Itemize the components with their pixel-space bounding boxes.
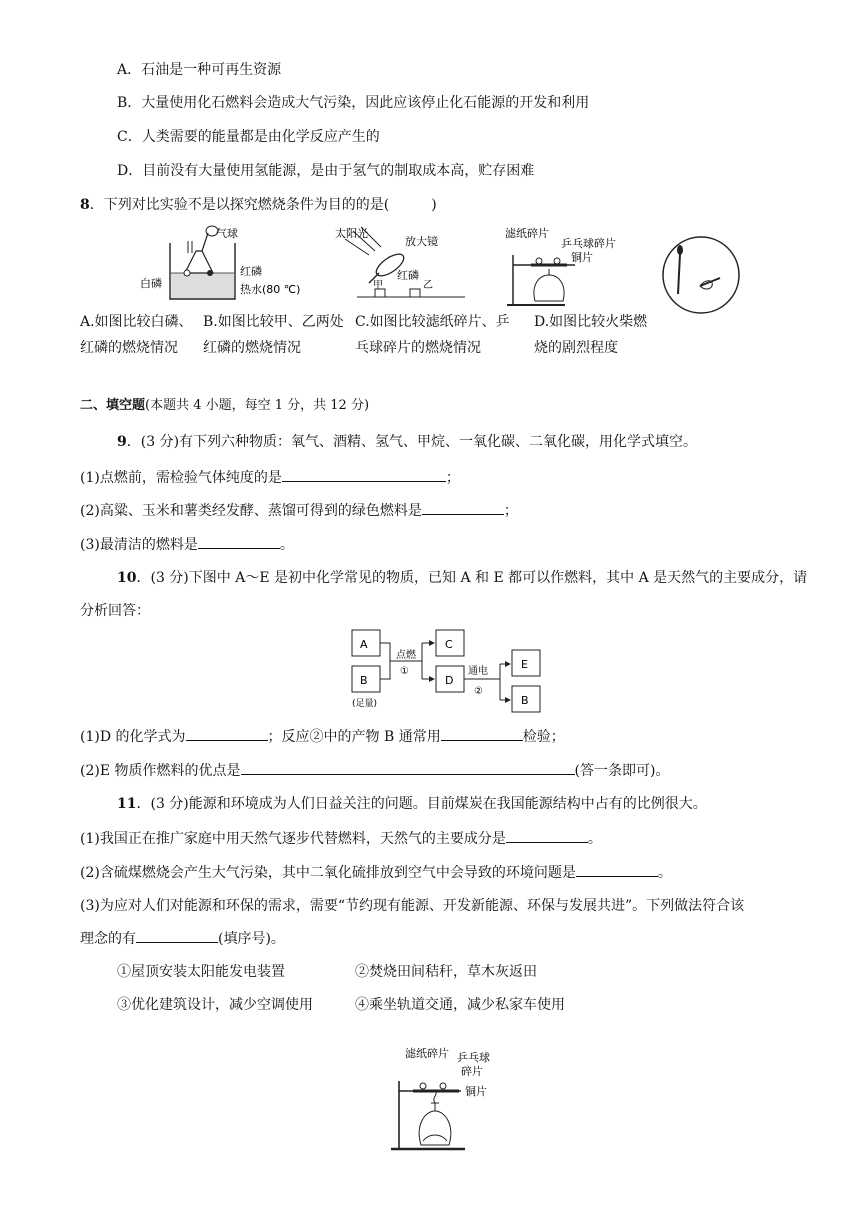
label-white-phosphorus: 白磷 (140, 277, 162, 290)
q11-option-2: ②焚烧田间秸秆，草木灰返田 (355, 964, 537, 980)
cond-ignite: 点燃 (396, 650, 416, 661)
q9-part3: (3)最清洁的燃料是 。 (80, 534, 294, 555)
q10-reaction-diagram (350, 628, 550, 714)
label-magnifier: 放大镜 (405, 235, 438, 248)
q8-option-a-line2: 红磷的燃烧情况 (80, 340, 178, 356)
section-title: 二、填空题(本题共 4 小题，每空 1 分，共 12 分) (80, 398, 370, 413)
label-pingpong: 乒乓球碎片 (561, 237, 616, 250)
bottom-figure-copper-stand (385, 1045, 515, 1153)
q11-option-1: ①屋顶安装太阳能发电装置 (117, 964, 285, 980)
label-fragments-bottom: 碎片 (461, 1065, 483, 1078)
label-red-phosphorus-2: 红磷 (397, 269, 419, 282)
q11-option-4: ④乘坐轨道交通，减少私家车使用 (355, 997, 565, 1013)
box-a: A (360, 638, 368, 651)
q8-figure-copper-stand (505, 225, 645, 307)
q7-option-c: C．人类需要的能量都是由化学反应产生的 (117, 129, 380, 145)
label-yi: 乙 (423, 280, 433, 291)
q11-part3-line2: 理念的有 (填序号)。 (80, 928, 285, 949)
q8-option-a-line1: A.如图比较白磷、 (80, 314, 193, 330)
q8-stem: 8．下列对比实验不是以探究燃烧条件为目的的是( ) (80, 197, 437, 213)
label-jia: 甲 (373, 280, 383, 291)
q8-figure-beaker (140, 223, 300, 305)
label-balloon: 气球 (216, 227, 238, 240)
label-filter-paper-bottom: 滤纸碎片 (405, 1047, 449, 1060)
box-c: C (445, 638, 453, 651)
q11-part1: (1)我国正在推广家庭中用天然气逐步代替燃料，天然气的主要成分是 。 (80, 828, 602, 849)
label-copper: 铜片 (571, 251, 593, 264)
reaction-1: ① (400, 666, 409, 677)
label-pingpong-bottom: 乒乓球 (457, 1051, 490, 1064)
q7-option-d: D．目前没有大量使用氢能源，是由于氢气的制取成本高，贮存困难 (117, 163, 535, 179)
q11-option-3: ③优化建筑设计，减少空调使用 (117, 997, 313, 1013)
q8-figure-match (660, 234, 742, 316)
q11-part2: (2)含硫煤燃烧会产生大气污染，其中二氧化硫排放到空气中会导致的环境问题是 。 (80, 862, 672, 883)
q8-option-c-line2: 乓球碎片的燃烧情况 (355, 340, 481, 356)
label-filter-paper: 滤纸碎片 (505, 227, 549, 240)
q7-option-a: A．石油是一种可再生资源 (117, 62, 282, 78)
box-e: E (521, 658, 528, 671)
q8-option-b-line1: B.如图比较甲、乙两处 (203, 314, 344, 330)
box-b-product: B (521, 694, 529, 707)
cond-electrolysis: 通电 (468, 666, 488, 677)
q8-option-b-line2: 红磷的燃烧情况 (203, 340, 301, 356)
label-sunlight: 太阳光 (335, 227, 368, 240)
box-d: D (445, 674, 454, 687)
q9-part1: (1)点燃前，需检验气体纯度的是 ； (80, 467, 460, 488)
label-sufficient: (足量) (352, 699, 378, 709)
label-copper-bottom: 铜片 (465, 1085, 487, 1098)
q7-option-b: B．大量使用化石燃料会造成大气污染，因此应该停止化石能源的开发和利用 (117, 95, 590, 111)
q8-option-c-line1: C.如图比较滤纸碎片、乒 (355, 314, 510, 330)
q10-part2: (2)E 物质作燃料的优点是 (答一条即可)。 (80, 760, 669, 781)
q8-figure-magnifier (335, 225, 475, 305)
q9-stem: 9．(3 分)有下列六种物质：氧气、酒精、氢气、甲烷、一氧化碳、二氧化碳，用化学式填空。 (117, 434, 698, 450)
q10-part1: (1)D 的化学式为 ；反应②中的产物 B 通常用 检验； (80, 726, 565, 747)
label-red-phosphorus: 红磷 (240, 265, 262, 278)
reaction-2: ② (474, 686, 483, 697)
q10-stem-line1: 10．(3 分)下图中 A～E 是初中化学常见的物质，已知 A 和 E 都可以作燃料，其中 A 是天然气的主要成分，请 (117, 570, 808, 586)
q10-stem-line2: 分析回答： (80, 603, 150, 619)
label-hot-water: 热水(80 ℃) (240, 283, 300, 296)
box-b: B (360, 674, 368, 687)
q9-part2: (2)高粱、玉米和薯类经发酵、蒸馏可得到的绿色燃料是 ； (80, 500, 518, 521)
q8-option-d-line1: D.如图比较火柴燃 (534, 314, 648, 330)
q11-part3-line1: (3)为应对人们对能源和环保的需求，需要“节约现有能源、开发新能源、环保与发展共进”。下列做法符合该 (80, 898, 745, 914)
q8-option-d-line2: 烧的剧烈程度 (534, 340, 618, 356)
q11-stem: 11．(3 分)能源和环境成为人们日益关注的问题。目前煤炭在我国能源结构中占有的比例很大。 (117, 796, 707, 812)
